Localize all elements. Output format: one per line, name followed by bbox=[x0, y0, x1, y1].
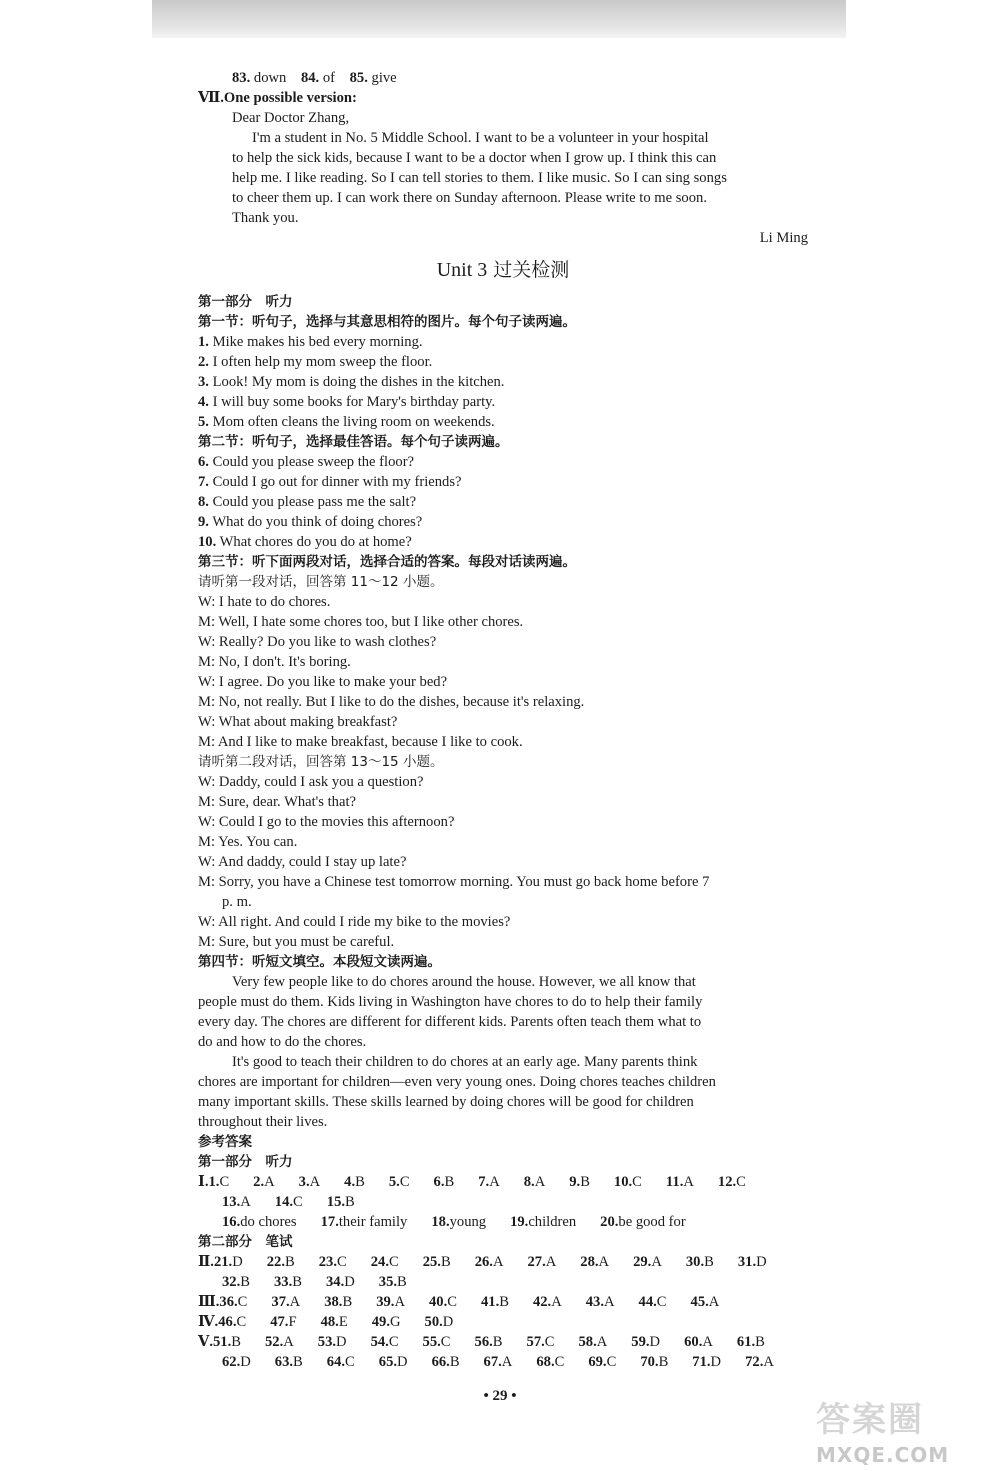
answer-number: 30. bbox=[685, 1254, 705, 1270]
dialog-line: W: What about making breakfast? bbox=[198, 714, 398, 730]
letter-line: I'm a student in No. 5 Middle School. I want to be a volunteer in your hospital bbox=[252, 130, 709, 146]
answer-item bbox=[265, 1334, 306, 1350]
answer-item bbox=[271, 1294, 312, 1310]
answer-value: A bbox=[534, 1174, 546, 1190]
answer-number: 44. bbox=[638, 1294, 657, 1310]
part1-heading: 第一部分 听力 bbox=[198, 294, 293, 310]
listening-item: 10. What chores do you do at home? bbox=[198, 534, 412, 550]
answer-value: A bbox=[763, 1354, 774, 1370]
answer-value: D bbox=[240, 1354, 251, 1370]
answer-value: B bbox=[397, 1274, 407, 1290]
answer-key-part1: 第一部分 听力 bbox=[198, 1154, 293, 1170]
answer-item bbox=[686, 1254, 726, 1270]
answer-number: 40. bbox=[428, 1294, 448, 1310]
answer-value: C bbox=[656, 1294, 667, 1310]
passage-line: many important skills. These skills learned by doing chores will be good for children bbox=[198, 1094, 694, 1110]
answer-item bbox=[639, 1294, 679, 1310]
passage-line: people must do them. Kids living in Washington have chores to do to help their family bbox=[198, 994, 703, 1010]
dialog2-intro: 请听第二段对话，回答第 13～15 小题。 bbox=[198, 754, 444, 770]
answer-value: C bbox=[606, 1354, 617, 1370]
answer-item bbox=[253, 1174, 287, 1190]
answer-value: A bbox=[598, 1254, 610, 1270]
answer-value: A bbox=[501, 1354, 513, 1370]
answer-value: A bbox=[683, 1174, 694, 1190]
listening-item: 6. Could you please sweep the floor? bbox=[198, 454, 415, 470]
dialog1-intro: 请听第一段对话，回答第 11～12 小题。 bbox=[198, 574, 444, 590]
letter-line: to cheer them up. I can work there on Sunday afternoon. Please write to me soon. bbox=[232, 190, 707, 206]
answer-number: 51. bbox=[212, 1334, 232, 1350]
answer-item bbox=[222, 1354, 263, 1370]
answer-number: 25. bbox=[422, 1254, 441, 1270]
answer-number: 8. bbox=[523, 1174, 535, 1190]
answer-number: 21. bbox=[213, 1254, 233, 1270]
answer-value: B bbox=[345, 1194, 355, 1210]
listening-item: 4. I will buy some books for Mary's birthday party. bbox=[198, 394, 496, 410]
answer-number: 59. bbox=[631, 1334, 650, 1350]
answer-value: A bbox=[492, 1254, 504, 1270]
answer-item bbox=[691, 1294, 732, 1310]
answer-value: B bbox=[449, 1354, 460, 1370]
watermark-url: MXQE.COM bbox=[816, 1443, 950, 1467]
answer-item bbox=[318, 1334, 359, 1350]
answer-item bbox=[475, 1334, 515, 1350]
answer-value: A bbox=[596, 1334, 608, 1350]
answer-item bbox=[275, 1194, 315, 1210]
answer-item bbox=[666, 1174, 706, 1190]
answer-value: C bbox=[388, 1334, 399, 1350]
answer-value: D bbox=[232, 1254, 243, 1270]
answer-item bbox=[580, 1254, 621, 1270]
answer-item bbox=[379, 1274, 419, 1290]
answer-number: 29. bbox=[633, 1254, 652, 1270]
answer-number: 36. bbox=[219, 1294, 238, 1310]
answer-row bbox=[198, 1212, 808, 1232]
answer-key-part2: 第二部分 笔试 bbox=[198, 1234, 293, 1250]
dialog-line: M: Sorry, you have a Chinese test tomorrow morning. You must go back home before 7 bbox=[198, 874, 710, 890]
answer-item bbox=[213, 1334, 253, 1350]
answer-group bbox=[222, 1354, 798, 1370]
answer-value: C bbox=[219, 1174, 230, 1190]
answer-value: D bbox=[649, 1334, 661, 1350]
answer-number: 63. bbox=[274, 1354, 294, 1370]
answer-value: B bbox=[704, 1254, 714, 1270]
answer-number: 49. bbox=[371, 1314, 390, 1330]
answer-value: C bbox=[399, 1174, 410, 1190]
answer-value: D bbox=[344, 1274, 355, 1290]
answer-value: C bbox=[236, 1314, 247, 1330]
answer-85: 85. give bbox=[349, 70, 397, 86]
answer-value: B bbox=[285, 1254, 295, 1270]
answer-item bbox=[376, 1294, 417, 1310]
answer-item bbox=[324, 1294, 364, 1310]
answer-value: B bbox=[499, 1294, 509, 1310]
listening-item: 5. Mom often cleans the living room on weekends. bbox=[198, 414, 495, 430]
dialog-line: W: Could I go to the movies this afternoon? bbox=[198, 814, 455, 830]
answer-item bbox=[475, 1254, 516, 1270]
answer-value: A bbox=[289, 1294, 301, 1310]
answer-row bbox=[198, 1352, 808, 1372]
answers-83-85 bbox=[198, 68, 808, 88]
dialog-line: M: Yes. You can. bbox=[198, 834, 298, 850]
answer-number: 31. bbox=[737, 1254, 757, 1270]
answer-value: A bbox=[309, 1174, 321, 1190]
answer-number: 67. bbox=[483, 1354, 502, 1370]
answer-row: Ⅴ.51.B 52.A 53.D 54.C 55.C 56.B 57.C 58.A 59.D 60.A 61.B bbox=[198, 1332, 808, 1352]
dialog-line: W: I hate to do chores. bbox=[198, 594, 331, 610]
answer-value: A bbox=[283, 1334, 294, 1350]
answer-value: D bbox=[710, 1354, 722, 1370]
answer-group bbox=[222, 1214, 710, 1230]
answer-item bbox=[218, 1314, 258, 1330]
answer-number: 60. bbox=[684, 1334, 703, 1350]
answer-number: 15. bbox=[326, 1194, 346, 1210]
unit-title: Unit 3 过关检测 bbox=[436, 259, 570, 281]
answer-number: 18. bbox=[431, 1214, 450, 1230]
answer-item bbox=[222, 1274, 262, 1290]
answer-number: 4. bbox=[344, 1174, 356, 1190]
answer-item bbox=[214, 1254, 255, 1270]
answer-item bbox=[423, 1254, 463, 1270]
answer-value: D bbox=[442, 1314, 454, 1330]
answer-value: B bbox=[440, 1254, 451, 1270]
answer-number: 70. bbox=[640, 1354, 659, 1370]
answer-value: their family bbox=[338, 1214, 408, 1230]
answer-item bbox=[737, 1334, 777, 1350]
answer-value: C bbox=[554, 1354, 565, 1370]
answer-number: 7. bbox=[478, 1174, 490, 1190]
answer-value: B bbox=[293, 1354, 303, 1370]
answer-item bbox=[327, 1194, 367, 1210]
passage-line: do and how to do the chores. bbox=[198, 1034, 367, 1050]
answer-value: C bbox=[447, 1294, 457, 1310]
page-number: • 29 • bbox=[483, 1388, 517, 1404]
answer-number: 5. bbox=[388, 1174, 400, 1190]
answer-item bbox=[569, 1174, 602, 1190]
answer-value: B bbox=[342, 1294, 353, 1310]
watermark-text: 答案圈 bbox=[816, 1400, 924, 1440]
answer-item bbox=[222, 1194, 263, 1210]
answer-item bbox=[586, 1294, 627, 1310]
answer-value: A bbox=[489, 1174, 500, 1190]
answer-value: children bbox=[528, 1214, 577, 1230]
answer-number: 1. bbox=[208, 1174, 220, 1190]
answer-group bbox=[219, 1294, 743, 1310]
page-content bbox=[198, 68, 808, 1372]
answer-item bbox=[431, 1214, 498, 1230]
letter-line: to help the sick kids, because I want to be a doctor when I grow up. I think this can bbox=[232, 150, 717, 166]
answer-item bbox=[267, 1254, 307, 1270]
dialog-line: p. m. bbox=[222, 894, 252, 910]
answer-number: 24. bbox=[370, 1254, 389, 1270]
letter-line: help me. I like reading. So I can tell stories to them. I like music. So I can sing songs bbox=[232, 170, 727, 186]
answer-number: 66. bbox=[431, 1354, 450, 1370]
answer-number: 3. bbox=[298, 1174, 310, 1190]
answer-number: 11. bbox=[665, 1174, 684, 1190]
answer-item bbox=[344, 1174, 377, 1190]
answer-item bbox=[429, 1294, 469, 1310]
answer-number: 53. bbox=[317, 1334, 337, 1350]
answer-row bbox=[198, 1272, 808, 1292]
answer-value: C bbox=[736, 1174, 746, 1190]
dialog-line: M: Sure, but you must be careful. bbox=[198, 934, 395, 950]
answer-number: 20. bbox=[600, 1214, 619, 1230]
answer-value: A bbox=[240, 1194, 251, 1210]
answer-number: 19. bbox=[510, 1214, 529, 1230]
answer-item bbox=[588, 1354, 628, 1370]
dialog-line: W: Daddy, could I ask you a question? bbox=[198, 774, 424, 790]
answer-number: 27. bbox=[527, 1254, 546, 1270]
answer-number: 39. bbox=[376, 1294, 395, 1310]
listening-item: 7. Could I go out for dinner with my friends? bbox=[198, 474, 462, 490]
answer-item bbox=[319, 1254, 359, 1270]
answer-number: 55. bbox=[422, 1334, 441, 1350]
dialog-line: M: No, I don't. It's boring. bbox=[198, 654, 351, 670]
answer-number: 50. bbox=[424, 1314, 443, 1330]
answer-item bbox=[481, 1294, 521, 1310]
answer-number: 69. bbox=[588, 1354, 607, 1370]
dialog-line: W: Really? Do you like to wash clothes? bbox=[198, 634, 437, 650]
answer-key-heading: 参考答案 bbox=[198, 1134, 252, 1150]
answer-number: 65. bbox=[378, 1354, 398, 1370]
answer-value: B bbox=[231, 1334, 241, 1350]
answer-number: 72. bbox=[745, 1354, 764, 1370]
answer-item bbox=[434, 1174, 467, 1190]
answer-value: young bbox=[449, 1214, 487, 1230]
answer-value: B bbox=[658, 1354, 669, 1370]
passage-line: chores are important for children—even very young ones. Doing chores teaches children bbox=[198, 1074, 716, 1090]
answer-value: C bbox=[388, 1254, 399, 1270]
answer-value: B bbox=[355, 1174, 365, 1190]
answer-group bbox=[222, 1274, 431, 1290]
answer-item bbox=[579, 1334, 620, 1350]
answer-number: 6. bbox=[433, 1174, 445, 1190]
answer-item bbox=[510, 1214, 588, 1230]
answer-number: 47. bbox=[270, 1314, 289, 1330]
answer-number: 45. bbox=[690, 1294, 709, 1310]
answer-value: C bbox=[632, 1174, 642, 1190]
passage-line: It's good to teach their children to do chores at an early age. Many parents think bbox=[232, 1054, 698, 1070]
answer-number: 56. bbox=[474, 1334, 493, 1350]
listening-item: 8. Could you please pass me the salt? bbox=[198, 494, 417, 510]
answer-value: do chores bbox=[240, 1214, 297, 1230]
dialog-line: W: I agree. Do you like to make your bed? bbox=[198, 674, 448, 690]
answer-number: 68. bbox=[536, 1354, 555, 1370]
answer-item bbox=[484, 1354, 525, 1370]
answer-group bbox=[214, 1254, 791, 1270]
dialog-line: M: Sure, dear. What's that? bbox=[198, 794, 356, 810]
answer-row bbox=[198, 1192, 808, 1212]
watermark-logo bbox=[816, 1392, 996, 1467]
answer-group bbox=[208, 1174, 769, 1190]
section1-heading: 第一节：听句子，选择与其意思相符的图片。每个句子读两遍。 bbox=[198, 314, 576, 330]
answer-item bbox=[222, 1214, 309, 1230]
answer-item bbox=[614, 1174, 654, 1190]
answer-item bbox=[684, 1334, 725, 1350]
answer-84: 84. of bbox=[300, 70, 336, 86]
answer-item bbox=[371, 1334, 411, 1350]
answer-value: C bbox=[544, 1334, 555, 1350]
answer-value: F bbox=[288, 1314, 297, 1330]
answer-row: Ⅳ.46.C 47.F 48.E 49.G 50.D bbox=[198, 1312, 808, 1332]
answer-item bbox=[631, 1334, 672, 1350]
answer-item bbox=[533, 1294, 574, 1310]
dialog-line: M: No, not really. But I like to do the dishes, because it's relaxing. bbox=[198, 694, 585, 710]
answer-value: A bbox=[551, 1294, 562, 1310]
answer-value: A bbox=[702, 1334, 713, 1350]
answer-value: C bbox=[336, 1254, 347, 1270]
answer-value: A bbox=[264, 1174, 275, 1190]
answer-value: A bbox=[394, 1294, 405, 1310]
answer-number: 35. bbox=[378, 1274, 398, 1290]
answer-item bbox=[423, 1334, 463, 1350]
answer-row: Ⅰ.1.C 2.A 3.A 4.B 5.C 6.B 7.A 8.A 9.B 10.C 11.A 12.C bbox=[198, 1172, 808, 1192]
listening-item: 3. Look! My mom is doing the dishes in the kitchen. bbox=[198, 374, 505, 390]
answer-value: A bbox=[545, 1254, 557, 1270]
listening-item: 9. What do you think of doing chores? bbox=[198, 514, 423, 530]
answer-item bbox=[432, 1354, 472, 1370]
answer-number: 2. bbox=[253, 1174, 265, 1190]
answer-value: A bbox=[651, 1254, 662, 1270]
answer-group bbox=[213, 1334, 789, 1350]
answer-number: 32. bbox=[222, 1274, 241, 1290]
answer-number: 41. bbox=[480, 1294, 500, 1310]
answer-item bbox=[327, 1354, 367, 1370]
answer-item bbox=[321, 1314, 360, 1330]
answer-value: B bbox=[755, 1334, 765, 1350]
answer-number: 34. bbox=[325, 1274, 345, 1290]
answer-number: 17. bbox=[320, 1214, 339, 1230]
answer-item bbox=[425, 1314, 466, 1330]
answer-value: C bbox=[345, 1354, 355, 1370]
answer-value: C bbox=[440, 1334, 451, 1350]
answer-number: 9. bbox=[569, 1174, 581, 1190]
answer-item bbox=[692, 1354, 733, 1370]
answer-number: 43. bbox=[585, 1294, 604, 1310]
answer-item bbox=[738, 1254, 779, 1270]
answer-value: A bbox=[708, 1294, 720, 1310]
answer-number: 12. bbox=[717, 1174, 737, 1190]
letter-salutation: Dear Doctor Zhang, bbox=[232, 110, 350, 126]
answer-item bbox=[321, 1214, 420, 1230]
listening-item: 1. Mike makes his bed every morning. bbox=[198, 334, 423, 350]
answer-number: 48. bbox=[320, 1314, 339, 1330]
answer-value: C bbox=[293, 1194, 303, 1210]
answer-number: 46. bbox=[218, 1314, 237, 1330]
answer-item bbox=[745, 1354, 786, 1370]
answer-number: 71. bbox=[692, 1354, 711, 1370]
answer-number: 62. bbox=[222, 1354, 241, 1370]
answer-number: 52. bbox=[264, 1334, 284, 1350]
answer-item bbox=[524, 1174, 558, 1190]
answer-item bbox=[326, 1274, 367, 1290]
dialog-line: W: And daddy, could I stay up late? bbox=[198, 854, 407, 870]
answer-value: B bbox=[240, 1274, 250, 1290]
answer-row: Ⅲ.36.C 37.A 38.B 39.A 40.C 41.B 42.A 43.A 44.C 45.A bbox=[198, 1292, 808, 1312]
answer-item bbox=[219, 1294, 259, 1310]
answer-item bbox=[527, 1254, 568, 1270]
answer-number: 38. bbox=[324, 1294, 343, 1310]
answer-item bbox=[600, 1214, 698, 1230]
answer-item bbox=[389, 1174, 422, 1190]
answer-item bbox=[299, 1174, 333, 1190]
passage-line: every day. The chores are different for different kids. Parents often teach them what to bbox=[198, 1014, 702, 1030]
answer-number: 26. bbox=[474, 1254, 493, 1270]
passage-line: throughout their lives. bbox=[198, 1114, 328, 1130]
answer-number: 23. bbox=[318, 1254, 337, 1270]
answer-number: 37. bbox=[271, 1294, 290, 1310]
answer-value: B bbox=[444, 1174, 455, 1190]
answer-item bbox=[536, 1354, 576, 1370]
answer-item bbox=[478, 1174, 512, 1190]
dialog-line: M: Well, I hate some chores too, but I like other chores. bbox=[198, 614, 524, 630]
answer-value: E bbox=[338, 1314, 348, 1330]
answer-item bbox=[371, 1254, 411, 1270]
answer-item bbox=[718, 1174, 758, 1190]
answer-item bbox=[527, 1334, 567, 1350]
answer-83: 83. down bbox=[232, 70, 287, 86]
answer-number: 22. bbox=[266, 1254, 285, 1270]
answer-number: 42. bbox=[532, 1294, 552, 1310]
dialog-line: M: And I like to make breakfast, because I like to cook. bbox=[198, 734, 523, 750]
answer-number: 61. bbox=[736, 1334, 756, 1350]
answer-value: B bbox=[580, 1174, 590, 1190]
answer-item bbox=[274, 1274, 314, 1290]
answer-row: Ⅱ.21.D 22.B 23.C 24.C 25.B 26.A 27.A 28.A 29.A 30.B 31.D bbox=[198, 1252, 808, 1272]
answer-group bbox=[222, 1194, 379, 1210]
answer-value: D bbox=[756, 1254, 767, 1270]
letter-closing: Thank you. bbox=[232, 210, 299, 226]
dialog-line: W: All right. And could I ride my bike to the movies? bbox=[198, 914, 511, 930]
answer-number: 14. bbox=[274, 1194, 294, 1210]
scan-top-shadow bbox=[152, 0, 846, 38]
answer-number: 57. bbox=[526, 1334, 545, 1350]
answer-number: 54. bbox=[370, 1334, 389, 1350]
answer-group bbox=[218, 1314, 477, 1330]
answer-item bbox=[640, 1354, 680, 1370]
passage-line: Very few people like to do chores around the house. However, we all know that bbox=[232, 974, 696, 990]
answer-item bbox=[379, 1354, 420, 1370]
answer-item bbox=[275, 1354, 315, 1370]
answer-number: 13. bbox=[222, 1194, 241, 1210]
answer-item bbox=[372, 1314, 413, 1330]
letter-signature: Li Ming bbox=[759, 230, 808, 246]
section2-heading: 第二节：听句子，选择最佳答语。每个句子读两遍。 bbox=[198, 434, 509, 450]
answer-number: 16. bbox=[222, 1214, 241, 1230]
answer-value: D bbox=[397, 1354, 408, 1370]
answer-value: A bbox=[604, 1294, 615, 1310]
answer-value: G bbox=[390, 1314, 401, 1330]
answer-value: B bbox=[492, 1334, 503, 1350]
answer-number: 28. bbox=[580, 1254, 599, 1270]
answer-item bbox=[208, 1174, 241, 1190]
writing-heading: Ⅶ.One possible version: bbox=[198, 90, 357, 106]
answer-value: D bbox=[336, 1334, 347, 1350]
answer-item bbox=[270, 1314, 308, 1330]
listening-item: 2. I often help my mom sweep the floor. bbox=[198, 354, 433, 370]
section3-heading: 第三节：听下面两段对话，选择合适的答案。每段对话读两遍。 bbox=[198, 554, 576, 570]
answer-number: 10. bbox=[613, 1174, 633, 1190]
answer-value: C bbox=[237, 1294, 248, 1310]
section4-heading: 第四节：听短文填空。本段短文读两遍。 bbox=[198, 954, 441, 970]
answer-item bbox=[633, 1254, 674, 1270]
answer-number: 64. bbox=[326, 1354, 346, 1370]
answer-number: 33. bbox=[273, 1274, 293, 1290]
answer-number: 58. bbox=[578, 1334, 597, 1350]
answer-value: B bbox=[292, 1274, 302, 1290]
answer-value: be good for bbox=[618, 1214, 686, 1230]
